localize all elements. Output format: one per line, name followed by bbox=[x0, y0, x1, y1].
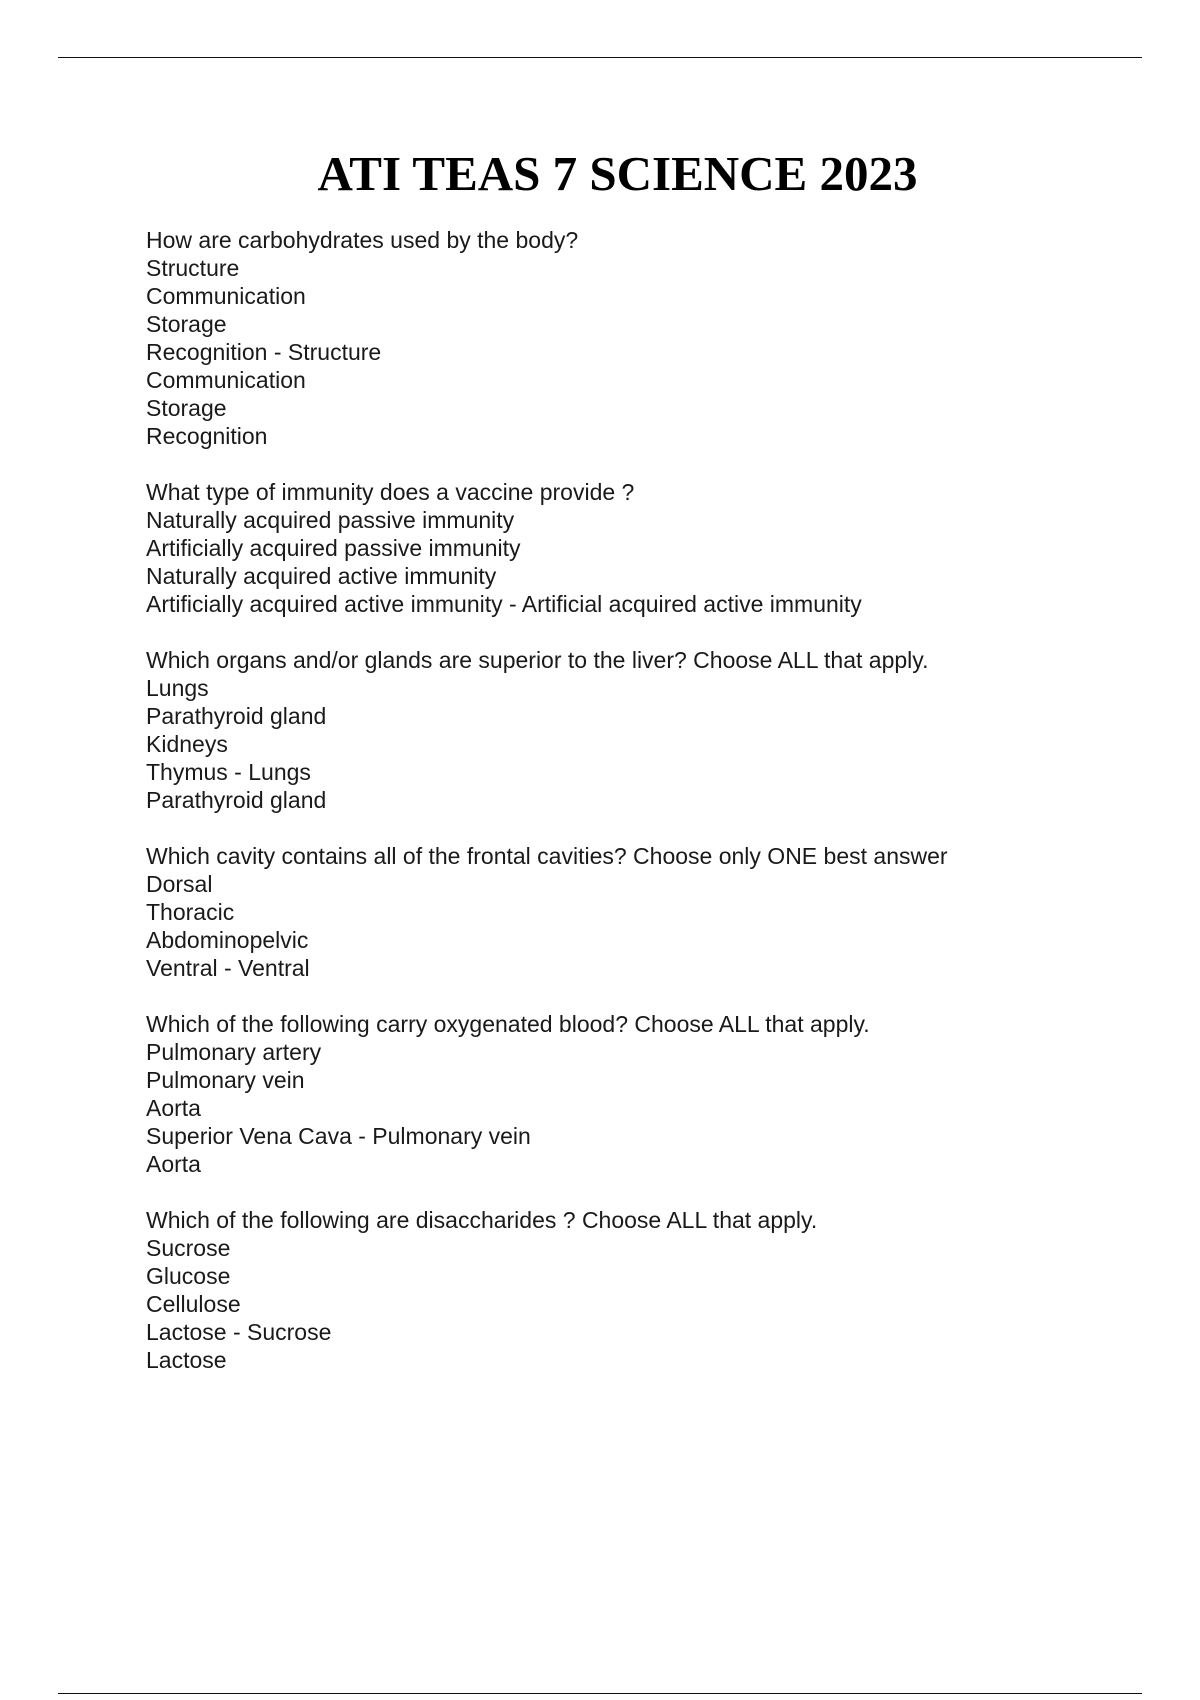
question-block-5 bbox=[146, 1010, 1146, 1178]
answer-line: Lungs bbox=[146, 675, 209, 701]
answer-line: Artificially acquired passive immunity bbox=[146, 535, 521, 561]
question-block-6 bbox=[146, 1206, 1146, 1374]
answer-line: Storage bbox=[146, 311, 227, 337]
bottom-divider bbox=[58, 1693, 1142, 1694]
answer-line: Pulmonary artery bbox=[146, 1039, 322, 1065]
answer-line: Lactose bbox=[146, 1347, 227, 1373]
answer-line: Lactose - Sucrose bbox=[146, 1319, 332, 1345]
answer-line: Thymus - Lungs bbox=[146, 759, 311, 785]
answer-line: Cellulose bbox=[146, 1291, 241, 1317]
question-text: Which cavity contains all of the frontal cavities? Choose only ONE best answer bbox=[146, 843, 948, 869]
answer-line: Naturally acquired passive immunity bbox=[146, 507, 515, 533]
answer-line: Superior Vena Cava - Pulmonary vein bbox=[146, 1123, 531, 1149]
page-title: ATI TEAS 7 SCIENCE 2023 bbox=[317, 146, 918, 201]
top-divider bbox=[58, 57, 1142, 58]
question-text: Which of the following carry oxygenated blood? Choose ALL that apply. bbox=[146, 1011, 870, 1037]
answer-line: Thoracic bbox=[146, 899, 235, 925]
answer-line: Abdominopelvic bbox=[146, 927, 309, 953]
answer-line: Kidneys bbox=[146, 731, 228, 757]
question-text: Which organs and/or glands are superior to the liver? Choose ALL that apply. bbox=[146, 647, 929, 673]
question-block-1 bbox=[146, 226, 1146, 450]
answer-line: Storage bbox=[146, 395, 227, 421]
answer-line: Structure bbox=[146, 255, 240, 281]
answer-line: Recognition - Structure bbox=[146, 339, 382, 365]
answer-line: Glucose bbox=[146, 1263, 231, 1289]
question-text: Which of the following are disaccharides ? Choose ALL that apply. bbox=[146, 1207, 818, 1233]
question-list bbox=[146, 226, 1146, 1402]
question-block-3 bbox=[146, 646, 1146, 814]
answer-line: Dorsal bbox=[146, 871, 213, 897]
answer-line: Ventral - Ventral bbox=[146, 955, 310, 981]
answer-line: Aorta bbox=[146, 1151, 201, 1177]
answer-line: Communication bbox=[146, 283, 306, 309]
question-block-4 bbox=[146, 842, 1146, 982]
answer-line: Parathyroid gland bbox=[146, 703, 327, 729]
answer-line: Sucrose bbox=[146, 1235, 231, 1261]
answer-line: Recognition bbox=[146, 423, 268, 449]
answer-line: Artificially acquired active immunity - Artificial acquired active immunity bbox=[146, 591, 862, 617]
answer-line: Aorta bbox=[146, 1095, 201, 1121]
question-text: How are carbohydrates used by the body? bbox=[146, 227, 579, 253]
question-text: What type of immunity does a vaccine provide ? bbox=[146, 479, 635, 505]
answer-line: Communication bbox=[146, 367, 306, 393]
answer-line: Pulmonary vein bbox=[146, 1067, 305, 1093]
answer-line: Naturally acquired active immunity bbox=[146, 563, 497, 589]
answer-line: Parathyroid gland bbox=[146, 787, 327, 813]
question-block-2 bbox=[146, 478, 1146, 618]
